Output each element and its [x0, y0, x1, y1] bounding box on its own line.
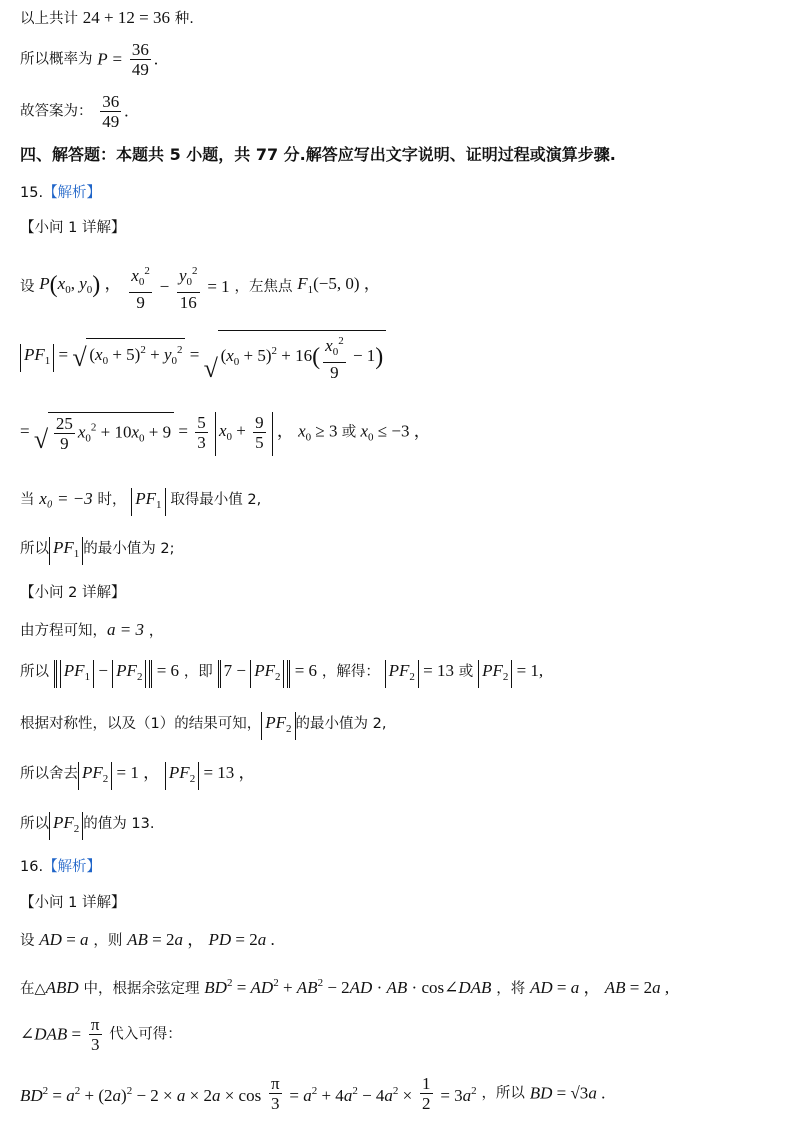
- answer-line: 故答案为： $\frac{36}{49}$ .: [20, 92, 129, 131]
- final-value-line: 所以 $PF_2$ 的值为 13.: [20, 812, 154, 840]
- question-16-header: 16.【解析】: [20, 859, 102, 875]
- bd-computation-line: $BD^2 = a^2 + (2a)^2 - 2 \times a \times 2a \times \cos$ $\frac{\pi}{3}$ = $a^2 + 4a^2 - 4a^2$ × $\frac{1}{2}$ = $3a^2$ ，所以 BD = √3a .: [20, 1074, 606, 1113]
- abs-equation-line: 所以 $PF_1 - PF_2 = 6$ ，即 $7 - PF_2 = 6$ ，解得： $PF_2 = 13$ 或 $PF_2 = 1$,: [20, 660, 543, 688]
- question-15-header: 15.【解析】: [20, 185, 102, 201]
- setup-line: 设 AD = a ，则 AB = 2a ， PD = 2a .: [20, 930, 275, 949]
- analysis-tag: 【解析】: [43, 185, 102, 201]
- summary-line: 以上共计 24 + 12 = 36 种.: [20, 8, 194, 27]
- conclusion-1-line: 所以 $PF_1$ 的最小值为 2;: [20, 537, 175, 565]
- analysis-tag: 【解析】: [43, 859, 102, 875]
- probability-line: 所以概率为 P = $\frac{36}{49}$ .: [20, 40, 159, 79]
- sum-formula: 24 + 12 = 36: [82, 8, 170, 27]
- probability-fraction: $\frac{36}{49}$: [131, 40, 149, 79]
- distance-simplified-line: = √ $\frac{25}{9}$ $x_0^2 + 10x_0 + 9$ = $\frac{5}{3}$ $x_0$ + $\frac{9}{5}$ ， $x_0 \ge 3$ 或 $x_0 \le -3$ ，: [20, 412, 431, 456]
- answer-fraction: $\frac{36}{49}$: [102, 92, 120, 131]
- section-heading: 四、解答题：本题共 5 小题，共 77 分.解答应写出文字说明、证明过程或演算步骤.: [20, 145, 616, 164]
- part-1-label: 【小问 1 详解】: [20, 220, 126, 236]
- angle-line: ∠DAB = $\frac{\pi}{3}$ 代入可得：: [20, 1015, 182, 1054]
- symmetry-line: 根据对称性，以及（1）的结果可知， $PF_2$ 的最小值为 2,: [20, 712, 386, 740]
- equation-line: 由方程可知，a = 3 ，: [20, 620, 164, 639]
- distance-formula-line: $PF_1$ = √ $(x_0 + 5)^2 + y_0^2$ = √ $(x_0 + 5)^2 + 16$( $\frac{x_0^2}{9}$ − 1): [20, 330, 386, 382]
- minimum-condition-line: 当 x₀ = −3 时， $PF_1$ 取得最小值 2,: [20, 488, 261, 516]
- point-definition-line: 设 $P(x_0$, $y_0$) ， $\frac{x_0^2}{9}$ − $\frac{y_0^2}{16}$ = 1 ，左焦点 $F_1(-5$, 0) ，: [20, 262, 381, 312]
- discard-line: 所以舍去 $PF_2 = 1$ ， $PF_2 = 13$ ，: [20, 762, 256, 790]
- part-1-label: 【小问 1 详解】: [20, 895, 126, 911]
- cosine-law-line: 在△ABD 中，根据余弦定理 $BD^2 = AD^2 + AB^2 - 2AD$ · AB · cos∠DAB ，将 AD = a ， AB = 2a ,: [20, 977, 670, 997]
- part-2-label: 【小问 2 详解】: [20, 585, 126, 601]
